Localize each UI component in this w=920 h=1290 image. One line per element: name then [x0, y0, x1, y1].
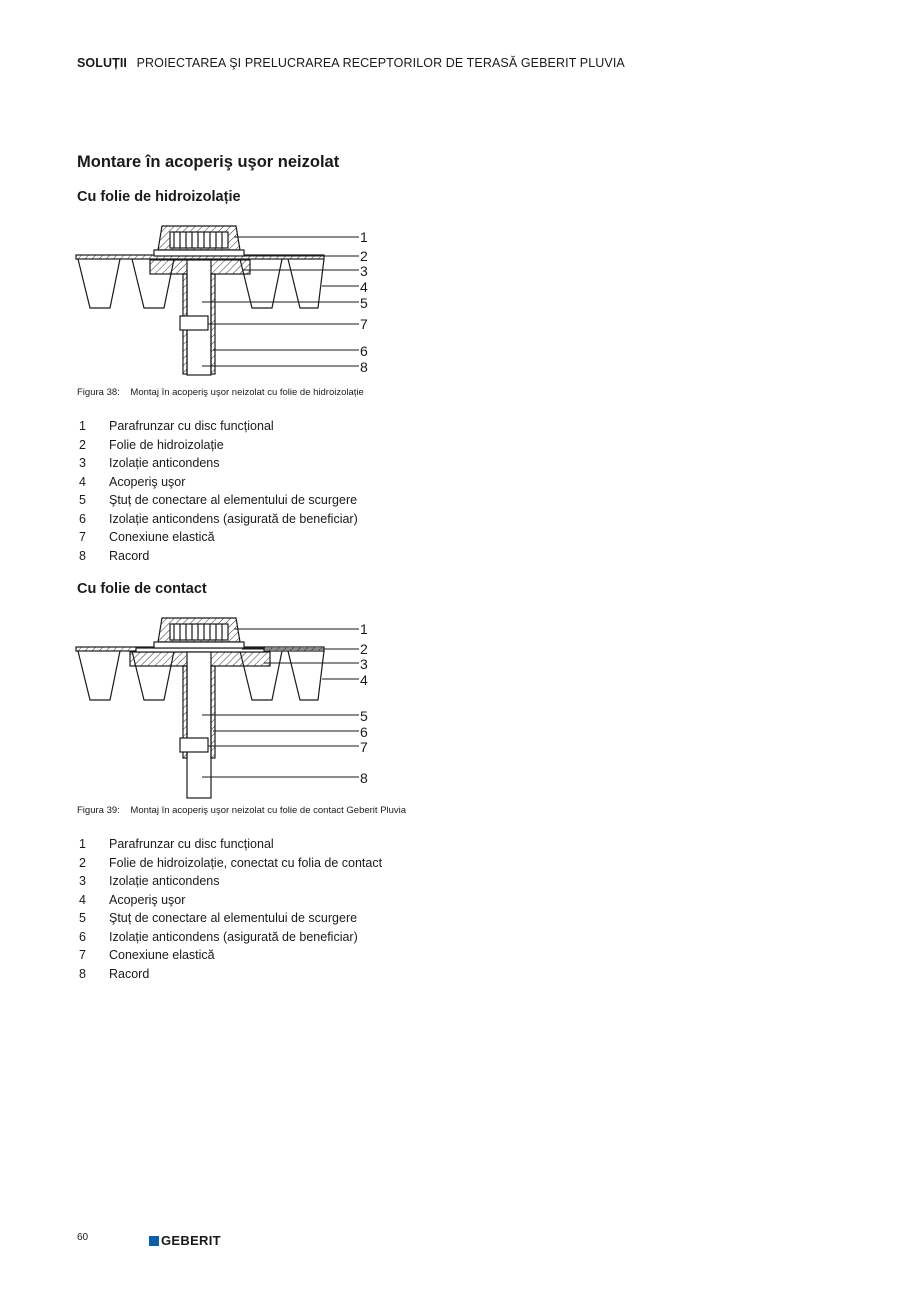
page-header	[77, 56, 625, 70]
fig39-label-6: 6	[360, 724, 368, 740]
list-item: 3 Izolație anticondens	[79, 874, 220, 888]
fig38-label-2: 2	[360, 248, 368, 264]
roof-drain-diagram-2	[74, 612, 374, 802]
legend-list-1	[79, 417, 358, 565]
caption-text: Montaj în acoperiş uşor neizolat cu folie de hidroizolație	[130, 387, 364, 398]
fig39-label-2: 2	[360, 641, 368, 657]
fig38-label-1: 1	[360, 229, 368, 245]
caption-number: Figura 38:	[77, 387, 120, 398]
figure-38	[74, 220, 374, 380]
legend-list-2	[79, 835, 382, 983]
fig38-label-4: 4	[360, 279, 368, 295]
list-item: 4 Acoperiş uşor	[79, 474, 186, 489]
list-item: 5 Ştuț de conectare al elementului de scurgere	[79, 911, 358, 925]
page-title: Montare în acoperiş uşor neizolat	[77, 153, 340, 171]
fig39-label-5: 5	[360, 708, 368, 724]
roof-drain-diagram-1	[74, 220, 374, 380]
fig38-label-7: 7	[360, 316, 368, 332]
fig39-label-8: 8	[360, 770, 368, 786]
section2-heading: Cu folie de contact	[77, 581, 207, 597]
list-item: 1 Parafrunzar cu disc funcțional	[79, 419, 274, 433]
list-item: 6 Izolație anticondens (asigurată de beneficiar)	[79, 929, 358, 944]
list-item: 4 Acoperiş uşor	[79, 892, 186, 907]
list-item: 2 Folie de hidroizolație	[79, 437, 224, 452]
list-item: 1 Parafrunzar cu disc funcțional	[79, 837, 274, 851]
list-item: 8 Racord	[79, 966, 150, 981]
geberit-logo	[149, 1233, 221, 1248]
fig39-label-3: 3	[360, 656, 368, 672]
caption-number: Figura 39:	[77, 805, 120, 816]
header-title: PROIECTAREA ŞI PRELUCRAREA RECEPTORILOR DE TERASĂ GEBERIT PLUVIA	[136, 56, 625, 70]
figure-38-caption	[77, 387, 364, 398]
fig38-label-5: 5	[360, 295, 368, 311]
section1-heading: Cu folie de hidroizolație	[77, 189, 241, 205]
caption-text: Montaj în acoperiş uşor neizolat cu folie de contact Geberit Pluvia	[130, 805, 407, 816]
header-section: SOLUȚII	[77, 56, 128, 70]
list-item: 7 Conexiune elastică	[79, 530, 215, 544]
fig39-label-7: 7	[360, 739, 368, 755]
list-item: 7 Conexiune elastică	[79, 948, 215, 962]
list-item: 5 Ştuț de conectare al elementului de scurgere	[79, 493, 358, 507]
page-number: 60	[77, 1232, 89, 1243]
fig38-label-6: 6	[360, 343, 368, 359]
list-item: 8 Racord	[79, 548, 150, 563]
figure-39	[74, 612, 374, 802]
logo-square-icon	[149, 1236, 159, 1246]
list-item: 2 Folie de hidroizolație, conectat cu folia de contact	[79, 855, 383, 870]
figure-39-caption	[77, 805, 406, 816]
list-item: 3 Izolație anticondens	[79, 456, 220, 470]
fig38-label-8: 8	[360, 359, 368, 375]
fig39-label-4: 4	[360, 672, 368, 688]
list-item: 6 Izolație anticondens (asigurată de beneficiar)	[79, 511, 358, 526]
fig39-label-1: 1	[360, 621, 368, 637]
logo-wordmark: GEBERIT	[161, 1233, 221, 1248]
fig38-label-3: 3	[360, 263, 368, 279]
